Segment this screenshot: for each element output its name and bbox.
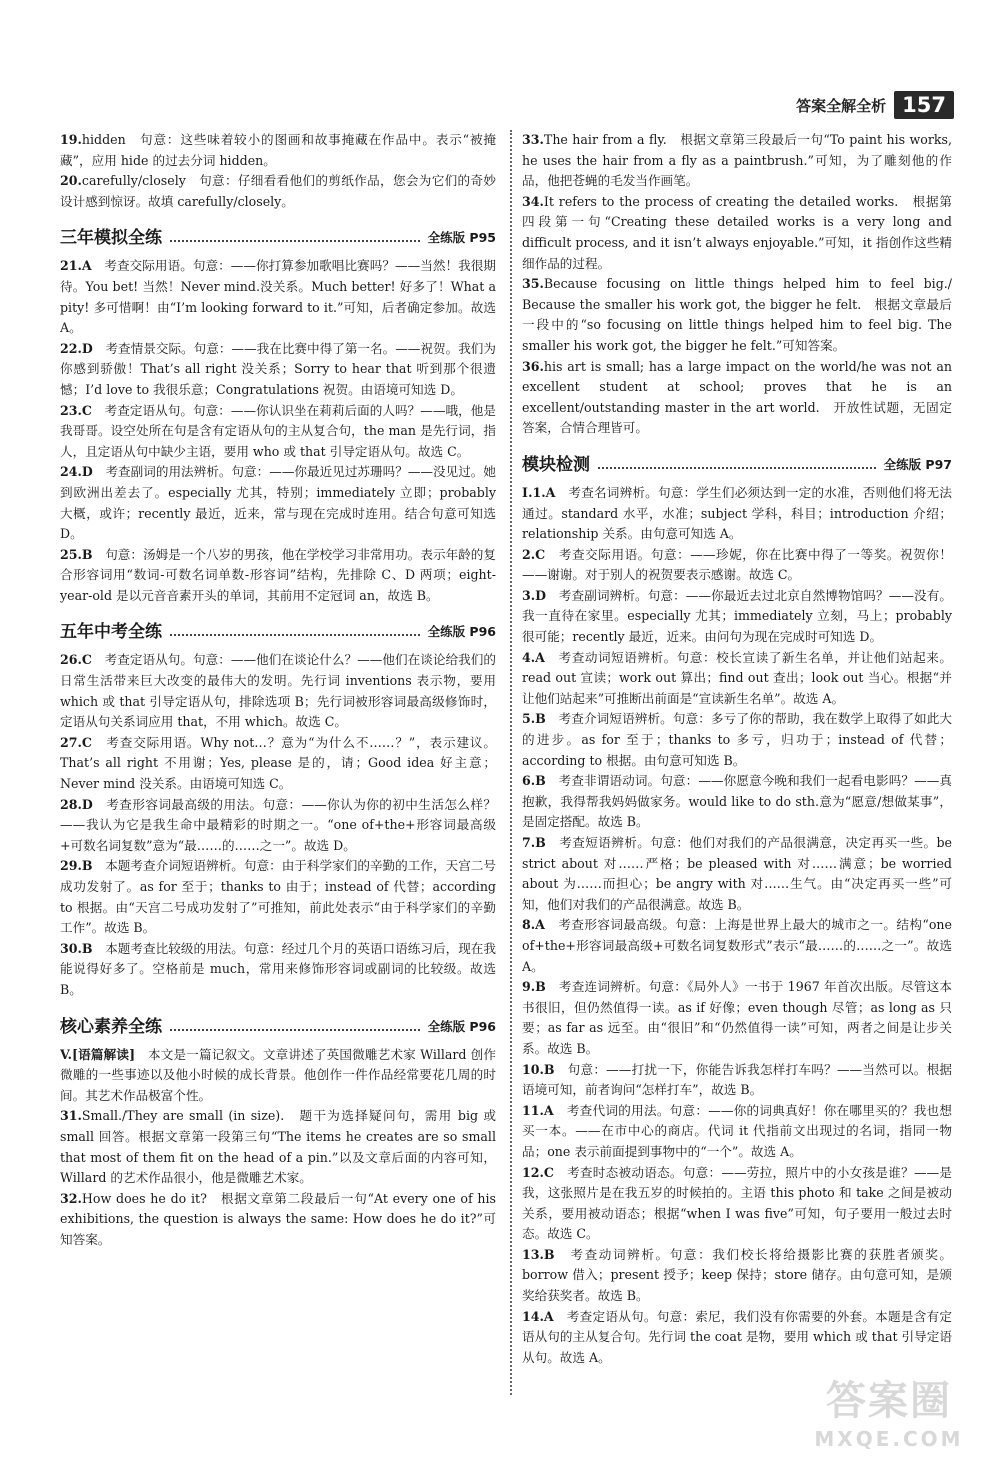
answer-explanation: carefully/closely 句意：仔细看看他们的剪纸作品，您会为它们的奇妙设计感到惊讶。故填 carefully/closely。 <box>60 173 496 209</box>
answer-number: 28. <box>60 796 82 812</box>
section-reference: 全练版 P97 <box>883 456 952 472</box>
answer-number: 20. <box>60 173 82 189</box>
answer-choice: C <box>81 734 92 750</box>
page-number: 157 <box>894 91 954 119</box>
section-leader-dots <box>170 240 420 242</box>
answer-explanation: 考查副词的用法辨析。句意：——你最近见过苏珊吗？——没见过。她到欧洲出差去了。especially 尤其，特别；immediately 立即；probably 大概，或许；recently 最近，近来，常与现在完成时连用。结合句意可知选 D。 <box>60 464 496 542</box>
answer-number: 32. <box>60 1190 82 1206</box>
right-column <box>522 130 952 1368</box>
page-header <box>796 88 954 122</box>
answer-number: Ⅰ.1. <box>522 484 546 500</box>
answer-choice: C <box>543 1164 554 1180</box>
answer-choice: D <box>81 340 93 356</box>
answer-explanation: 考查副词辨析。句意：——你最近去过北京自然博物馆吗？——没有。我一直待在家里。especially 尤其；immediately 立刻，马上；probably 很可能；recently 最近，近来。由问句为现在完成时可知选 D。 <box>522 587 952 645</box>
answer-entry <box>60 256 496 338</box>
answer-entry <box>60 462 496 544</box>
answer-explanation: It refers to the process of creating the detailed works. 根据第四段第一句“Creating these detailed works is a very long and difficult process, and it isn’t always enjoyable.”可知，it 指创作这些精细作品的过程。 <box>522 193 952 271</box>
answer-entry <box>522 1101 952 1163</box>
answer-number: 5. <box>522 711 536 727</box>
answer-entry <box>60 545 496 607</box>
answer-entry <box>60 130 496 171</box>
answer-explanation: How does he do it? 根据文章第二段最后一句“At every one of his exhibitions, the question is always the same: How does he do it?”可知答案。 <box>60 1190 496 1247</box>
answer-number: 35. <box>522 276 544 292</box>
right-top-entries <box>522 130 952 439</box>
answer-number: 19. <box>60 132 82 147</box>
answer-entry <box>522 1163 952 1245</box>
answer-entry <box>522 192 952 274</box>
section <box>60 616 496 1000</box>
answer-explanation: 句意：汤姆是一个八岁的男孩，他在学校学习非常用功。表示年龄的复合形容词用“数词-可数名词单数-形容词”结构，先排除 C、D 两项；eight-year-old 是以元音音素开头的单词，其前用不定冠词 an，故选 B。 <box>60 546 496 603</box>
answer-choice: D <box>81 464 93 480</box>
answer-explanation: 考查动词短语辨析。句意：校长宣读了新生名单，并让他们站起来。read out 宣读；work out 算出；find out 查出；look out 当心。根据“并让他们站起来”可推断出前面是“宣读新生名单”。故选 A。 <box>522 649 952 706</box>
answer-number: 6. <box>522 773 536 789</box>
intro-text: 本文是一篇记叙文。文章讲述了英国微雕艺术家 Willard 创作微雕的一些事迹以及他小时候的成长背景。他创作一件作品经常要花几周的时间。其艺术作品极富个性。 <box>60 1046 497 1103</box>
answer-entry <box>522 1060 952 1101</box>
answer-explanation: 考查时态被动语态。句意：——劳拉，照片中的小女孩是谁？——是我，这张照片是在我五岁的时候拍的。主语 this photo 和 take 之间是被动关系，要用被动语态；根据“when I was five”可知，句子要用一般过去时态。故选 C。 <box>522 1164 952 1242</box>
section <box>60 1011 496 1251</box>
answer-explanation: 考查非谓语动词。句意：——你愿意今晚和我们一起看电影吗？——真抱歉，我得帮我妈妈做家务。would like to do sth.意为“愿意/想做某事”，是固定搭配。故选 B。 <box>522 773 952 830</box>
section-title: 模块检测 <box>522 454 590 475</box>
left-top-entries <box>60 130 496 212</box>
answer-number: 24. <box>60 464 82 480</box>
answer-choice: A <box>535 917 545 933</box>
answer-choice: A <box>543 1102 554 1118</box>
answer-number: 22. <box>60 340 82 356</box>
answer-explanation: 考查交际用语。句意：——珍妮，你在比赛中得了一等奖。祝贺你！——谢谢。对于别人的祝贺要表示感谢。故选 C。 <box>522 546 952 583</box>
section-header <box>60 222 496 248</box>
answer-choice: B <box>535 835 546 850</box>
left-sections <box>60 222 496 1250</box>
answer-choice: B <box>535 979 546 995</box>
answer-entry <box>60 795 496 857</box>
answer-explanation: 考查连词辨析。句意：《局外人》一书于 1967 年首次出版。尽管这本书很旧，但仍然值得一读。as if 好像；even though 尽管；as long as 只要；as far as 远至。由“很旧”和“仍然值得一读”可知，两者之间是让步关系。故选 B。 <box>522 979 952 1056</box>
answer-explanation: 考查动词辨析。句意：我们校长将给摄影比赛的获胜者颁奖。borrow 借入；present 授予；keep 保持；store 储存。由句意可知，是颁奖给获奖者。故选 B。 <box>522 1246 952 1304</box>
answer-entry <box>522 545 952 586</box>
answer-number: 7. <box>522 835 536 850</box>
answer-entry <box>60 339 496 401</box>
answer-number: 33. <box>522 132 544 147</box>
answer-entry <box>522 274 952 356</box>
answer-entry <box>522 130 952 192</box>
answer-entry <box>522 709 952 771</box>
section-leader-dots <box>170 1029 420 1031</box>
answer-number: 27. <box>60 734 82 750</box>
answer-choice: B <box>543 1246 555 1262</box>
answer-explanation: Because focusing on little things helped him to feel big./ Because the smaller his work got, the bigger he felt. 根据文章最后一段中的“so focusing on little things helped him to feel big. The smaller his work got, the bigger he felt.”可知答案。 <box>522 276 952 353</box>
answer-number: 10. <box>522 1061 544 1077</box>
answer-number: 36. <box>522 358 544 374</box>
answer-explanation: 考查名词辨析。句意：学生们必须达到一定的水准，否则他们将无法通过。standard 水平，水准；subject 学科，科目；introduction 介绍；relationship 关系。由句意可知选 A。 <box>522 484 952 542</box>
answer-number: 30. <box>60 940 82 956</box>
answer-choice: A <box>543 1308 554 1324</box>
section-header <box>60 1011 496 1037</box>
answer-explanation: 句意：——打扰一下，你能告诉我怎样打车吗？——当然可以。根据语境可知，前者询问“怎样打车”，故选 B。 <box>522 1061 952 1098</box>
section-reference: 全练版 P96 <box>427 1018 496 1034</box>
answer-explanation: 考查定语从句。句意：索尼，我们没有你需要的外套。本题是含有定语从句的主从复合句。先行词 the coat 是物，要用 which 或 that 引导定语从句。故选 A。 <box>522 1308 952 1365</box>
answer-number: 4. <box>522 649 536 665</box>
answer-number: 14. <box>522 1308 544 1324</box>
watermark-url: MXQE.COM <box>814 1427 964 1451</box>
answer-number: 3. <box>522 587 536 603</box>
answer-choice: B <box>81 858 93 874</box>
passage-intro <box>60 1045 496 1107</box>
answer-choice: C <box>535 546 546 562</box>
answer-explanation: his art is small; has a large impact on the world/he was not an excellent student at school; proves that he is an excellent/outstanding master in the art world. 开放性试题，无固定答案，合情合理皆可。 <box>522 358 952 436</box>
answer-entry <box>522 483 952 545</box>
answer-entry <box>60 171 496 212</box>
answer-entry <box>522 357 952 439</box>
section-header <box>60 616 496 642</box>
answer-explanation: 考查交际用语。句意：——你打算参加歌唱比赛吗？——当然！我很期待。You bet! 当然！Never mind.没关系。Much better! 好多了！What a pity! 多可惜啊！由“I’m looking forward to it.”可知，后者确定参加。故选 A。 <box>60 258 496 336</box>
answer-explanation: 考查短语辨析。句意：他们对我们的产品很满意，决定再买一些。be strict about 对……严格；be pleased with 对……满意；be worried about 为……而担心；be angry with 对……生气。由“决定再买一些”可知，他们对我们的产品很满意。故选 B。 <box>522 835 952 912</box>
answer-explanation: 考查形容词最高级的用法。句意：——你认为你的初中生活怎么样？——我认为它是我生命中最精彩的时期之一。“one of+the+形容词最高级+可数名词复数”意为“最……的……之一”。故选 D。 <box>60 796 496 853</box>
answer-entry <box>522 1245 952 1307</box>
answer-number: 31. <box>60 1108 82 1124</box>
section-leader-dots <box>598 467 876 469</box>
answer-number: 8. <box>522 917 536 933</box>
answer-explanation: 考查情景交际。句意：——我在比赛中得了第一名。——祝贺。我们为你感到骄傲！That’s all right 没关系；Sorry to hear that 听到那个很遗憾；I’d love to 我很乐意；Congratulations 祝贺。由语境可知选 D。 <box>60 340 496 397</box>
answer-entry <box>60 939 496 1001</box>
answer-choice: D <box>535 587 547 603</box>
answer-entry <box>60 733 496 795</box>
section-title: 核心素养全练 <box>60 1016 162 1037</box>
answer-choice: A <box>81 258 92 274</box>
answer-choice: B <box>81 940 93 956</box>
answer-number: 23. <box>60 402 82 418</box>
answer-explanation: 考查定语从句。句意：——你认识坐在莉莉后面的人吗？——哦，他是我哥哥。设空处所在句是含有定语从句的主从复合句，the man 是先行词，指人，且定语从句中缺少主语，要用 who 或 that 引导定语从句。故选 C。 <box>60 402 496 459</box>
section-title: 三年模拟全练 <box>60 228 162 249</box>
answer-entry <box>522 977 952 1059</box>
answer-number: 25. <box>60 546 82 562</box>
answer-choice: C <box>81 652 92 668</box>
answer-number: 9. <box>522 979 536 995</box>
intro-number: V. <box>60 1046 72 1062</box>
answer-number: 34. <box>522 193 544 209</box>
section <box>60 222 496 606</box>
watermark-logo <box>814 1375 964 1457</box>
header-label: 答案全解全析 <box>796 96 887 115</box>
answer-explanation: 考查定语从句。句意：——他们在谈论什么？——他们在谈论给我们的日常生活带来巨大改变的最伟大的发明。先行词 inventions 表示物，要用 which 或 that 引导定语从句，排除选项 B；先行词被形容词最高级修饰时，定语从句关系词应用 that，不用 which。故选 C。 <box>60 652 496 730</box>
answer-choice: C <box>81 402 92 418</box>
answer-choice: A <box>545 484 556 500</box>
answer-explanation: 考查代词的用法。句意：——你的词典真好！你在哪里买的？我也想买一本。——在市中心的商店。代词 it 代指前文出现过的名词，指同一物品；one 表示前面提到事物中的“一个”。故选 A。 <box>522 1102 952 1159</box>
answer-explanation: 考查介词短语辨析。句意：多亏了你的帮助，我在数学上取得了如此大的进步。as for 至于；thanks to 多亏，归功于；instead of 代替；according to 根据。由句意可知选 B。 <box>522 711 952 768</box>
answer-number: 11. <box>522 1102 544 1118</box>
intro-label: [语篇解读] <box>71 1046 136 1062</box>
answer-number: 21. <box>60 258 82 274</box>
answer-entry <box>60 650 496 732</box>
answer-choice: B <box>543 1061 555 1077</box>
answer-entry <box>60 856 496 938</box>
answer-number: 2. <box>522 546 536 562</box>
answer-explanation: hidden 句意：这些味着较小的图画和故事掩藏在作品中。表示“被掩藏”，应用 hide 的过去分词 hidden。 <box>60 132 496 168</box>
module-test-section <box>522 449 952 1369</box>
answer-choice: B <box>535 773 546 789</box>
answer-explanation: The hair from a fly. 根据文章第三段最后一句“To paint his works, he uses the hair from a fly as a paintbrush.”可知，为了雕刻他的作品，他把苍蝇的毛发当作画笔。 <box>522 132 952 189</box>
answer-explanation: Small./They are small (in size). 题干为选择疑问句，需用 big 或 small 回答。根据文章第一段第三句“The items he creates are so small that most of them fit on the head of a pin.”以及文章后面的内容可知，Willard 的艺术作品很小，他是微雕艺术家。 <box>60 1108 496 1186</box>
answer-explanation: 考查形容词最高级。句意：上海是世界上最大的城市之一。结构“one of+the+形容词最高级+可数名词复数形式”表示“最……的……之一”。故选 A。 <box>522 917 952 974</box>
answer-choice: A <box>535 649 545 665</box>
answer-explanation: 考查交际用语。Why not…？意为“为什么不……？”，表示建议。That’s all right 不用谢；Yes, please 是的，请；Good idea 好主意；Never mind 没关系。由语境可知选 C。 <box>60 734 496 792</box>
answer-entry <box>522 648 952 710</box>
section-title: 五年中考全练 <box>60 622 162 643</box>
section-reference: 全练版 P95 <box>427 230 496 246</box>
answer-entry <box>522 586 952 648</box>
answer-entry <box>522 915 952 977</box>
answer-choice: B <box>535 711 546 727</box>
answer-explanation: 本题考查介词短语辨析。句意：由于科学家们的辛勤的工作，天宫二号成功发射了。as for 至于；thanks to 由于；instead of 代替；according to 根据。由“天宫二号成功发射了”可推知，前此处表示“由于科学家们的辛勤工作”。故选 B。 <box>60 858 496 936</box>
answer-number: 29. <box>60 858 82 874</box>
answer-entry <box>522 771 952 833</box>
left-column <box>60 130 496 1251</box>
answer-choice: B <box>81 546 93 562</box>
section-leader-dots <box>170 634 420 636</box>
answer-entry <box>522 1307 952 1369</box>
watermark-main: 答案圈 <box>826 1378 952 1424</box>
answer-entry <box>60 401 496 463</box>
answer-number: 26. <box>60 652 82 668</box>
section-header <box>522 449 952 475</box>
answer-entry <box>60 1189 496 1251</box>
answer-number: 13. <box>522 1246 544 1262</box>
answer-explanation: 本题考查比较级的用法。句意：经过几个月的英语口语练习后，现在我能说得好多了。空格前是 much，常用来修饰形容词或副词的比较级。故选 B。 <box>60 940 496 997</box>
section-reference: 全练版 P96 <box>427 624 496 640</box>
answer-entry <box>522 833 952 915</box>
answer-entry <box>60 1106 496 1188</box>
answer-number: 12. <box>522 1164 544 1180</box>
answer-choice: D <box>81 796 93 812</box>
column-divider <box>510 130 512 1395</box>
